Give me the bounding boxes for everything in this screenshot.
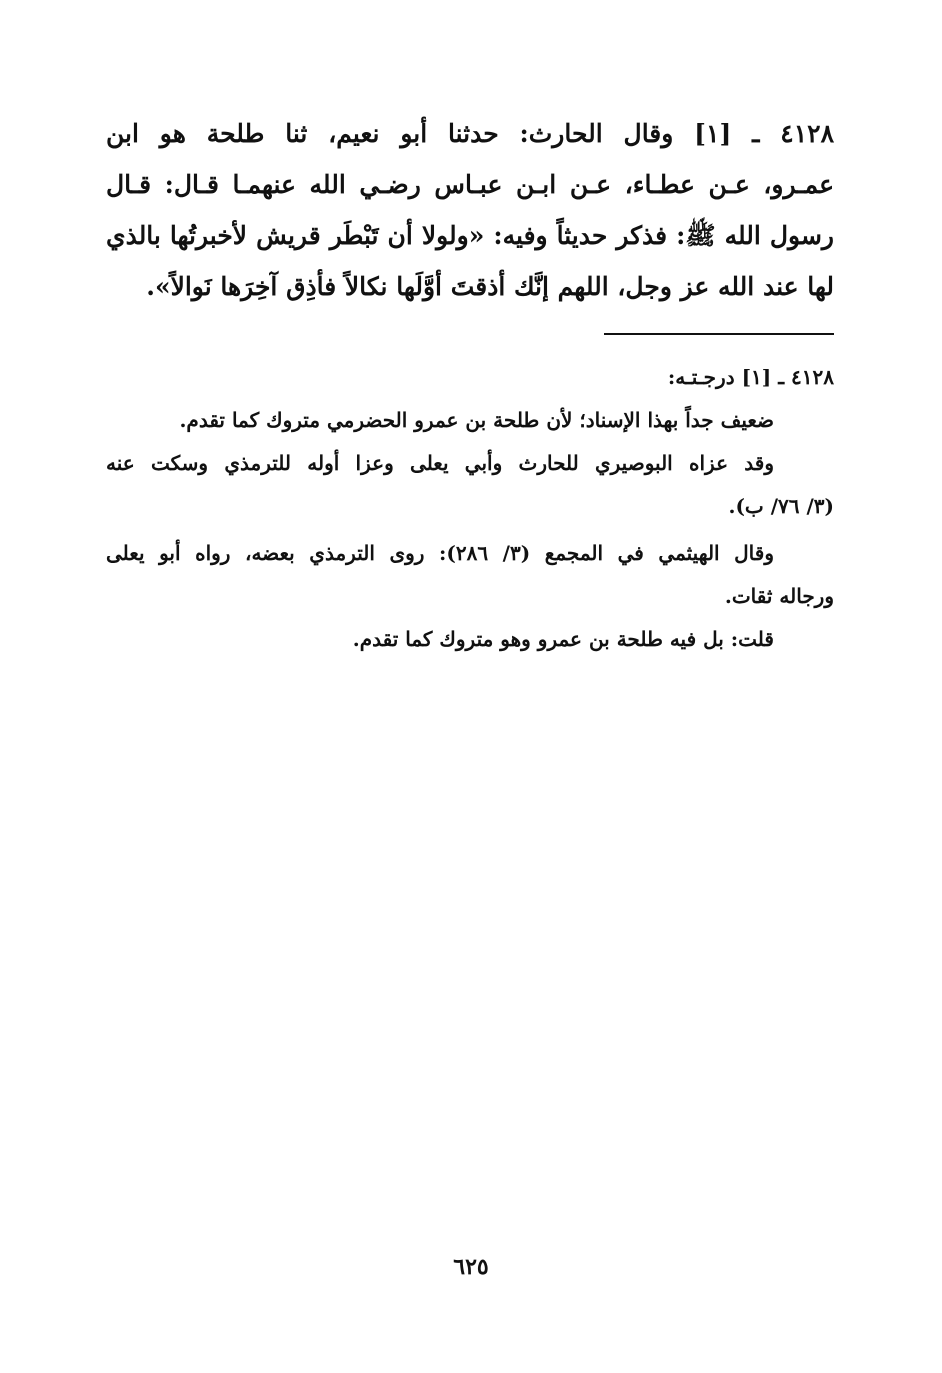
footnote-separator — [604, 333, 834, 335]
page-number: ٦٢٥ — [453, 1254, 489, 1280]
hadith-line: لها عند الله عز وجل، اللهم إنَّك أذقتَ أوَّلَها نكالاً فأذِق آخِرَها نَوالاً». — [146, 272, 834, 301]
footnote-line: (٣/ ٧٦/ ب). — [728, 494, 834, 518]
footnote-line: وقال الهيثمي في المجمع (٣/ ٢٨٦): روى الترمذي بعضه، رواه أبو يعلى — [106, 541, 774, 565]
footnote-heading: ٤١٢٨ ـ [١] درجـتـه: — [667, 365, 834, 389]
hadith-text — [106, 108, 834, 312]
hadith-line: عمـرو، عـن عطـاء، عـن ابـن عبـاس رضـي الله عنهمـا قـال: قـال — [106, 170, 834, 199]
footnotes — [106, 356, 834, 661]
footnote-line: ورجاله ثقات. — [724, 584, 834, 608]
footnote-line: ضعيف جداً بهذا الإسناد؛ لأن طلحة بن عمرو الحضرمي متروك كما تقدم. — [179, 408, 774, 432]
footnote-line: وقد عزاه البوصيري للحارث وأبي يعلى وعزا أوله للترمذي وسكت عنه — [106, 451, 774, 475]
hadith-line: ٤١٢٨ ـ [١] وقال الحارث: حدثنا أبو نعيم، ثنا طلحة هو ابن — [106, 119, 834, 148]
hadith-line: رسول الله ﷺ: فذكر حديثاً وفيه: «ولولا أن تَبْطَر قريش لأخبرتُها بالذي — [106, 221, 834, 250]
footnote-line: قلت: بل فيه طلحة بن عمرو وهو متروك كما تقدم. — [352, 627, 774, 651]
